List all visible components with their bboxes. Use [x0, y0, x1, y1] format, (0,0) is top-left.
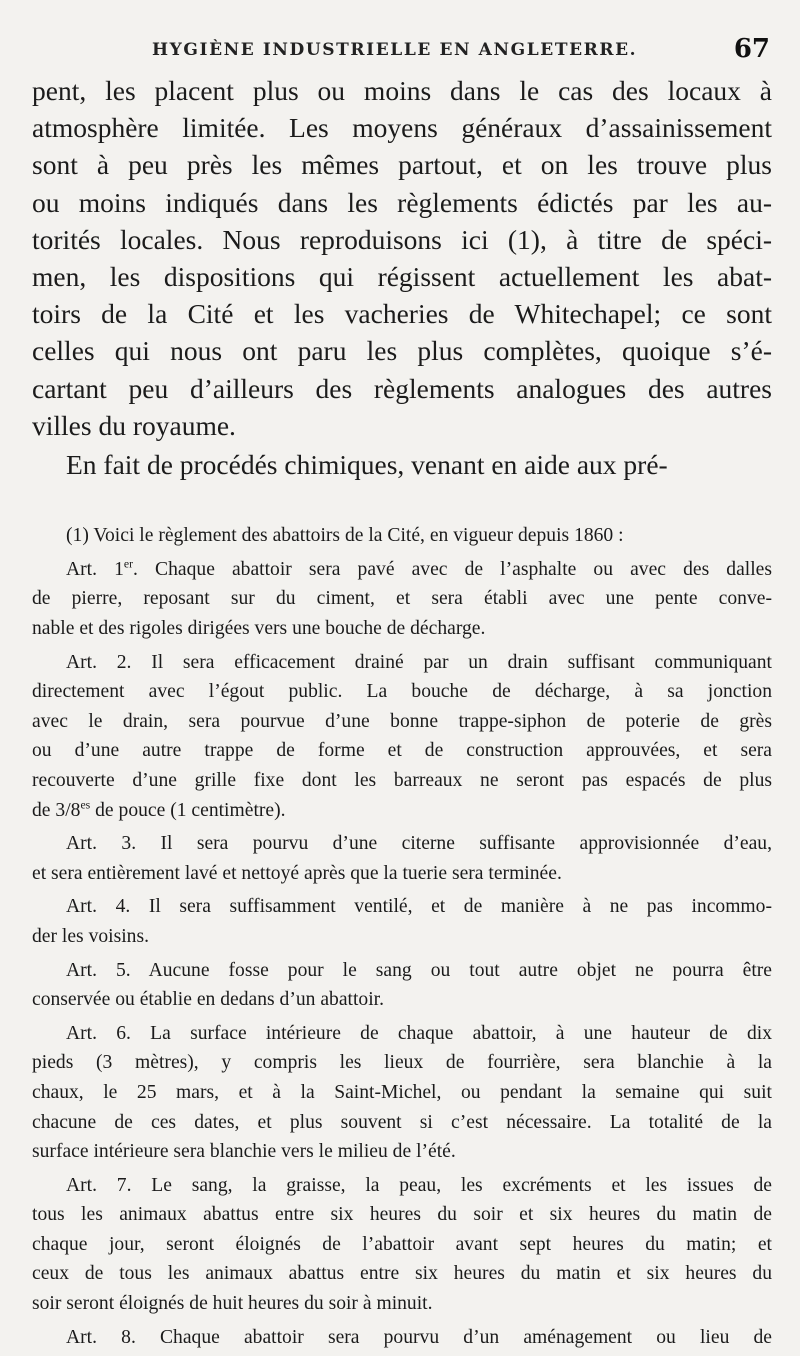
body-line: torités locales. Nous reproduisons ici (1), à titre de spéci- [32, 223, 772, 255]
article-1 [32, 555, 772, 644]
footnote-line: de pierre, reposant sur du ciment, et sera établi avec une pente conve- [32, 588, 772, 610]
footnote-line: der les voisins. [32, 925, 150, 947]
footnote-line: soir seront éloignés de huit heures du soir à minuit. [32, 1293, 433, 1315]
footnote-line: Art. 2. Il sera efficacement drainé par un drain suffisant communiquant [66, 651, 772, 673]
footnote-line: directement avec l’égout public. La bouche de décharge, à sa jonction [32, 681, 772, 703]
superscript: es [80, 798, 91, 812]
footnote-line [32, 796, 772, 826]
footnote-line: Art. 3. Il sera pourvu d’une citerne suffisante approvisionnée d’eau, [66, 833, 772, 855]
body-line: cartant peu d’ailleurs des règlements analogues des autres [32, 372, 772, 404]
body-line: sont à peu près les mêmes partout, et on les trouve plus [32, 149, 772, 181]
body-line: villes du royaume. [32, 409, 236, 441]
article-8 [32, 1323, 772, 1353]
article-3 [32, 829, 772, 888]
article-7 [32, 1171, 772, 1319]
footnote-line: Art. 5. Aucune fosse pour le sang ou tout autre objet ne pourra être [66, 959, 772, 981]
body-line: ou moins indiqués dans les règlements édictés par les au- [32, 186, 772, 218]
footnote-line: surface intérieure sera blanchie vers le milieu de l’été. [32, 1141, 456, 1163]
main-text [32, 72, 772, 483]
footnote-line: (1) Voici le règlement des abattoirs de la Cité, en vigueur depuis 1860 : [66, 525, 624, 547]
footnote-line [32, 555, 772, 585]
footnote-line: Art. 8. Chaque abattoir sera pourvu d’un aménagement ou lieu de [66, 1326, 772, 1348]
body-line: toirs de la Cité et les vacheries de Whitechapel; ce sont [32, 298, 772, 330]
body-paragraph-2: En fait de procédés chimiques, venant en aide aux pré- [66, 449, 668, 481]
page-header [32, 28, 772, 68]
footnote-text: . Chaque abattoir sera pavé avec de l’asphalte ou avec des dalles [133, 558, 772, 580]
footnote-line: chacune de ces dates, et plus souvent si c’est nécessaire. La totalité de la [32, 1111, 772, 1133]
footnote-line: chaux, le 25 mars, et à la Saint-Michel, ou pendant la semaine qui suit [32, 1081, 772, 1103]
superscript: er [123, 557, 134, 571]
article-5 [32, 956, 772, 1015]
article-label: Art. 1 [66, 558, 124, 580]
article-2 [32, 648, 772, 826]
body-line: men, les dispositions qui régissent actuellement les abat- [32, 261, 772, 293]
footnote-line: ou d’une autre trappe de forme et de construction approuvées, et sera [32, 740, 772, 762]
footnote-line: chaque jour, seront éloignés de l’abattoir avant sept heures du matin; et [32, 1233, 772, 1255]
footnote-line: nable et des rigoles dirigées vers une bouche de décharge. [32, 618, 486, 640]
footnote-text: de pouce (1 centimètre). [90, 799, 286, 821]
footnote-line: et sera entièrement lavé et nettoyé après que la tuerie sera terminée. [32, 862, 562, 884]
footnote-line: Art. 4. Il sera suffisamment ventilé, et de manière à ne pas incommo- [66, 896, 772, 918]
footnote-intro [32, 521, 772, 551]
body-line: celles qui nous ont paru les plus complètes, quoique s’é- [32, 335, 772, 367]
footnote-line: Art. 7. Le sang, la graisse, la peau, les excréments et les issues de [66, 1174, 772, 1196]
footnote-line: recouverte d’une grille fixe dont les barreaux ne seront pas espacés de plus [32, 769, 772, 791]
footnote-line: tous les animaux abattus entre six heures du soir et six heures du matin de [32, 1204, 772, 1226]
page-number: 67 [733, 34, 770, 64]
book-page [32, 28, 772, 1356]
footnote-line: Art. 6. La surface intérieure de chaque abattoir, à une hauteur de dix [66, 1022, 772, 1044]
footnote-line: pieds (3 mètres), y compris les lieux de fourrière, sera blanchie à la [32, 1052, 772, 1074]
footnote-line: conservée ou établie en dedans d’un abattoir. [32, 989, 385, 1011]
body-line: pent, les placent plus ou moins dans le cas des locaux à [32, 75, 772, 106]
footnote-line: avec le drain, sera pourvue d’une bonne trappe-siphon de poterie de grès [32, 710, 772, 732]
article-4 [32, 892, 772, 951]
running-head: HYGIÈNE INDUSTRIELLE EN ANGLETERRE. [152, 40, 638, 60]
footnote-text: de 3/8 [32, 799, 81, 821]
footnote-section [32, 521, 772, 1352]
article-6 [32, 1019, 772, 1167]
body-line: atmosphère limitée. Les moyens généraux d’assainissement [32, 112, 772, 144]
footnote-line: ceux de tous les animaux abattus entre six heures du matin et six heures du [32, 1263, 772, 1285]
